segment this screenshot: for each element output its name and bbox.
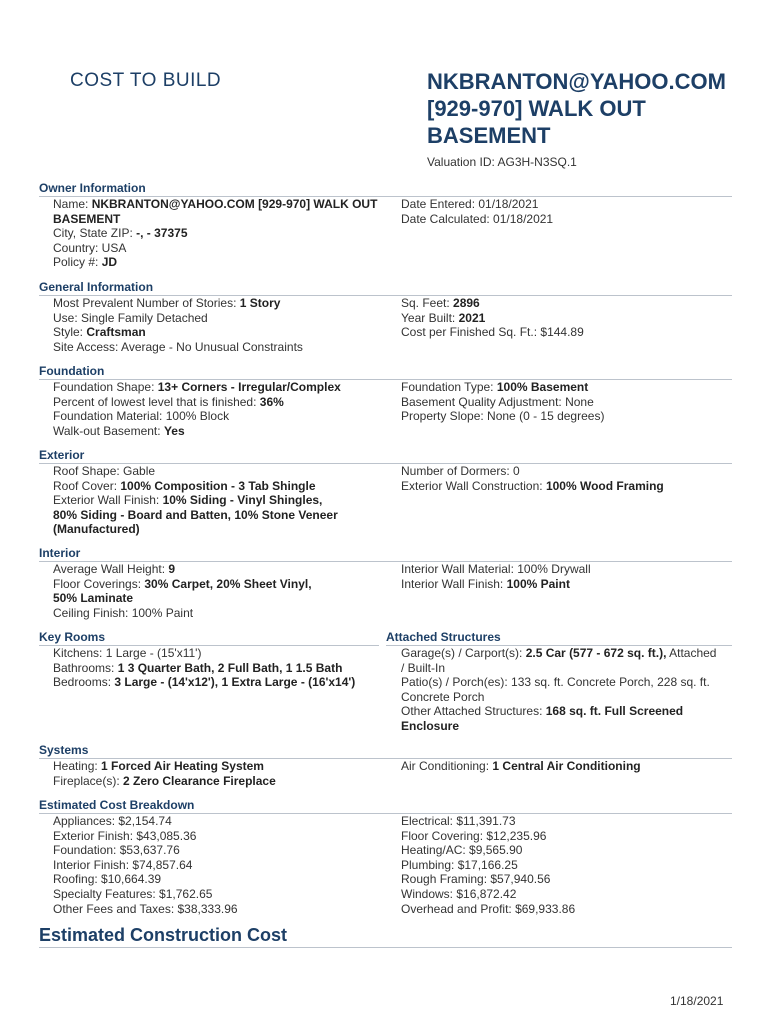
section-title: General Information bbox=[39, 280, 154, 294]
breakdown-right-column bbox=[401, 814, 731, 916]
walkout-basement: Walk-out Basement: Yes bbox=[53, 423, 185, 438]
estimated-construction-cost-title: Estimated Construction Cost bbox=[39, 925, 288, 945]
patio-porch-cont: Concrete Porch bbox=[401, 689, 485, 704]
bathrooms: Bathrooms: 1 3 Quarter Bath, 2 Full Bath, 1 1.5 Bath bbox=[53, 660, 343, 675]
stories: Most Prevalent Number of Stories: 1 Story bbox=[53, 296, 281, 310]
section-title: Systems bbox=[39, 743, 89, 757]
breakdown-item: Exterior Finish: $43,085.36 bbox=[53, 828, 197, 843]
interior-wall-material: Interior Wall Material: 100% Drywall bbox=[401, 562, 591, 576]
date-entered: Date Entered: 01/18/2021 bbox=[401, 197, 539, 211]
breakdown-item: Windows: $16,872.42 bbox=[401, 886, 517, 901]
cost-breakdown-section bbox=[39, 798, 732, 916]
exterior-wall-finish: Exterior Wall Finish: 10% Siding - Vinyl Shingles, bbox=[53, 493, 323, 508]
foundation-type: Foundation Type: 100% Basement bbox=[401, 380, 589, 394]
interior-wall-finish: Interior Wall Finish: 100% Paint bbox=[401, 576, 570, 591]
use: Use: Single Family Detached bbox=[53, 310, 208, 325]
interior-left-column bbox=[53, 562, 393, 620]
floor-coverings-cont: 50% Laminate bbox=[53, 591, 134, 606]
basement-quality: Basement Quality Adjustment: None bbox=[401, 394, 594, 409]
kitchens: Kitchens: 1 Large - (15'x11') bbox=[53, 646, 202, 660]
site-access: Site Access: Average - No Unusual Constraints bbox=[53, 339, 303, 354]
section-title: Foundation bbox=[39, 364, 105, 378]
systems-left-column bbox=[53, 759, 393, 788]
bedrooms: Bedrooms: 3 Large - (14'x12'), 1 Extra Large - (16'x14') bbox=[53, 675, 356, 690]
breakdown-item: Foundation: $53,637.76 bbox=[53, 843, 180, 858]
owner-right-column bbox=[401, 197, 731, 226]
attached-structures-column bbox=[401, 646, 732, 734]
exterior-wall-finish-cont: (Manufactured) bbox=[53, 522, 140, 537]
patio-porch: Patio(s) / Porch(es): 133 sq. ft. Concrete Porch, 228 sq. ft. bbox=[401, 675, 710, 690]
garage-carport-cont: / Built-In bbox=[401, 660, 446, 675]
valuation-id: Valuation ID: AG3H-N3SQ.1 bbox=[427, 155, 577, 169]
foundation-left-column bbox=[53, 380, 393, 438]
foundation-material: Foundation Material: 100% Block bbox=[53, 409, 230, 424]
owner-country: Country: USA bbox=[53, 240, 127, 255]
garage-carport: Garage(s) / Carport(s): 2.5 Car (577 - 672 sq. ft.), Attached bbox=[401, 646, 717, 660]
interior-section bbox=[39, 546, 732, 620]
breakdown-item: Plumbing: $17,166.25 bbox=[401, 857, 518, 872]
foundation-shape: Foundation Shape: 13+ Corners - Irregular/Complex bbox=[53, 380, 341, 394]
owner-policy: Policy #: JD bbox=[53, 255, 118, 270]
key-rooms-title: Key Rooms bbox=[39, 630, 106, 644]
owner-name: Name: NKBRANTON@YAHOO.COM [929-970] WALK OUT BASEMENT bbox=[53, 197, 378, 226]
exterior-wall-finish-cont: 80% Siding - Board and Batten, 10% Stone Veneer bbox=[53, 507, 338, 522]
property-slope: Property Slope: None (0 - 15 degrees) bbox=[401, 409, 605, 424]
fireplaces: Fireplace(s): 2 Zero Clearance Fireplace bbox=[53, 773, 276, 788]
exterior-wall-construction: Exterior Wall Construction: 100% Wood Framing bbox=[401, 478, 664, 493]
owner-information-section bbox=[39, 181, 732, 270]
date-calculated: Date Calculated: 01/18/2021 bbox=[401, 211, 554, 226]
breakdown-item: Appliances: $2,154.74 bbox=[53, 814, 172, 828]
style: Style: Craftsman bbox=[53, 325, 146, 340]
systems-section bbox=[39, 743, 732, 788]
other-attached-structures-cont: Enclosure bbox=[401, 718, 460, 733]
section-title: Interior bbox=[39, 546, 81, 560]
interior-right-column bbox=[401, 562, 731, 591]
breakdown-item: Rough Framing: $57,940.56 bbox=[401, 872, 551, 887]
roof-cover: Roof Cover: 100% Composition - 3 Tab Shingle bbox=[53, 478, 316, 493]
breakdown-item: Specialty Features: $1,762.65 bbox=[53, 886, 213, 901]
breakdown-item: Floor Covering: $12,235.96 bbox=[401, 828, 547, 843]
section-title: Estimated Cost Breakdown bbox=[39, 798, 195, 812]
floor-coverings: Floor Coverings: 30% Carpet, 20% Sheet Vinyl, bbox=[53, 576, 312, 591]
key-rooms-column bbox=[53, 646, 383, 690]
footer-date: 1/18/2021 bbox=[670, 994, 724, 1008]
foundation-section bbox=[39, 364, 732, 438]
breakdown-item: Interior Finish: $74,857.64 bbox=[53, 857, 193, 872]
breakdown-left-column bbox=[53, 814, 393, 916]
exterior-section bbox=[39, 448, 732, 537]
air-conditioning: Air Conditioning: 1 Central Air Conditioning bbox=[401, 759, 641, 773]
breakdown-item: Heating/AC: $9,565.90 bbox=[401, 843, 523, 858]
general-left-column bbox=[53, 296, 393, 354]
owner-city: City, State ZIP: -, - 37375 bbox=[53, 226, 188, 241]
cost-per-sqft: Cost per Finished Sq. Ft.: $144.89 bbox=[401, 325, 584, 340]
construction-cost-divider bbox=[39, 947, 732, 948]
foundation-right-column bbox=[401, 380, 731, 424]
year-built: Year Built: 2021 bbox=[401, 310, 486, 325]
square-feet: Sq. Feet: 2896 bbox=[401, 296, 480, 310]
other-attached-structures: Other Attached Structures: 168 sq. ft. Full Screened bbox=[401, 704, 684, 719]
exterior-right-column bbox=[401, 464, 731, 493]
general-information-section bbox=[39, 280, 732, 354]
breakdown-item: Other Fees and Taxes: $38,333.96 bbox=[53, 901, 238, 916]
systems-right-column bbox=[401, 759, 731, 774]
owner-left-column bbox=[53, 197, 393, 270]
section-title: Owner Information bbox=[39, 181, 146, 195]
wall-height: Average Wall Height: 9 bbox=[53, 562, 176, 576]
roof-shape: Roof Shape: Gable bbox=[53, 464, 156, 478]
breakdown-item: Roofing: $10,664.39 bbox=[53, 872, 162, 887]
breakdown-item: Electrical: $11,391.73 bbox=[401, 814, 516, 828]
breakdown-item: Overhead and Profit: $69,933.86 bbox=[401, 901, 576, 916]
exterior-left-column bbox=[53, 464, 393, 537]
ceiling-finish: Ceiling Finish: 100% Paint bbox=[53, 605, 194, 620]
attached-structures-title: Attached Structures bbox=[386, 630, 501, 644]
number-of-dormers: Number of Dormers: 0 bbox=[401, 464, 520, 478]
section-title: Exterior bbox=[39, 448, 85, 462]
percent-finished: Percent of lowest level that is finished: 36% bbox=[53, 394, 284, 409]
general-right-column bbox=[401, 296, 731, 340]
heating: Heating: 1 Forced Air Heating System bbox=[53, 759, 264, 773]
cost-to-build-logo: COST TO BUILD bbox=[70, 70, 222, 91]
report-title: NKBRANTON@YAHOO.COM [929-970] WALK OUT BASEMENT bbox=[427, 69, 726, 148]
